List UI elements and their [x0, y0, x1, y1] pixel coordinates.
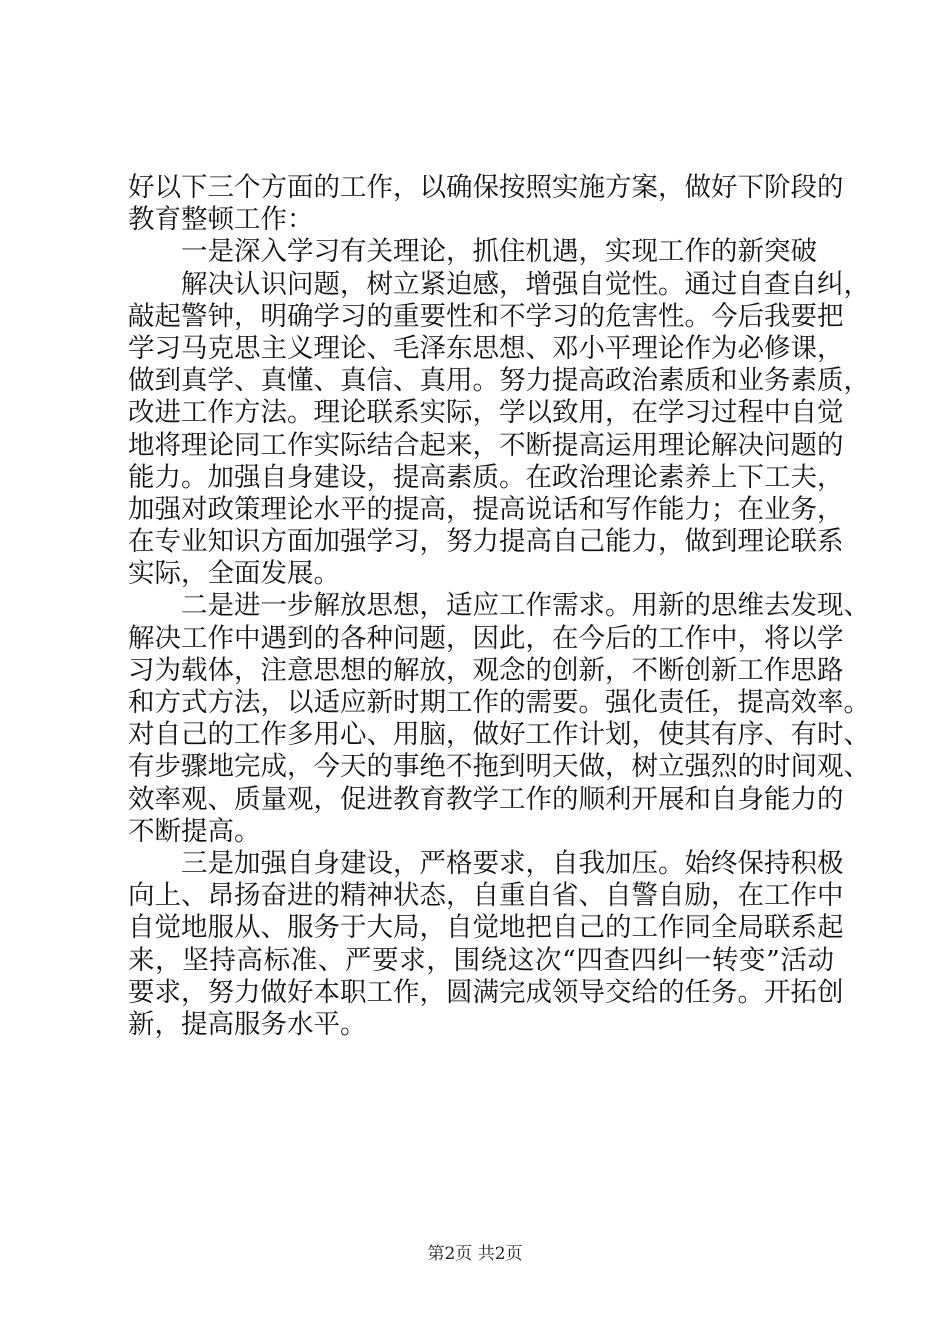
text-line: 在专业知识方面加强学习，努力提高自己能力，做到理论联系: [128, 526, 844, 558]
text-line: 改进工作方法。理论联系实际，学以致用，在学习过程中自觉: [128, 397, 844, 429]
text-line: 学习马克思主义理论、毛泽东思想、邓小平理论作为必修课，: [128, 332, 844, 364]
text-line: 二是进一步解放思想，适应工作需求。用新的思维去发现、: [181, 590, 870, 622]
heading-one: [128, 236, 834, 268]
document-body: [128, 172, 870, 1041]
text-line: 效率观、质量观，促进教育教学工作的顺利开展和自身能力的: [128, 783, 844, 815]
text-line: 做到真学、真懂、真信、真用。努力提高政治素质和业务素质，: [128, 365, 870, 397]
text-line: 加强对政策理论水平的提高，提高说话和写作能力；在业务，: [128, 493, 844, 525]
text-line: 地将理论同工作实际结合起来，不断提高运用理论解决问题的: [128, 429, 844, 461]
text-line: 解决认识问题，树立紧迫感，增强自觉性。通过自查自纠，: [181, 268, 870, 300]
paragraph-three: [128, 847, 844, 1041]
text-line: 好以下三个方面的工作，以确保按照实施方案，做好下阶段的: [128, 172, 844, 203]
text-line: 三是加强自身建设，严格要求，自我加压。始终保持积极: [181, 847, 844, 879]
text-line: 能力。加强自身建设，提高素质。在政治理论素养上下工夫，: [128, 461, 844, 493]
text-line: 要求，努力做好本职工作，圆满完成领导交给的任务。开拓创: [128, 976, 844, 1008]
paragraph-one: [128, 268, 870, 591]
paragraph-intro: [128, 172, 844, 236]
text-line: 教育整顿工作：: [128, 204, 314, 236]
page-number-footer: 第2页 共2页: [427, 1244, 523, 1264]
text-line: 对自己的工作多用心、用脑，做好工作计划，使其有序、有时、: [128, 719, 870, 751]
text-line: 来，坚持高标准、严要求，围绕这次“四查四纠一转变”活动: [128, 944, 834, 976]
text-line: 和方式方法，以适应新时期工作的需要。强化责任，提高效率。: [128, 687, 870, 718]
text-line: 敲起警钟，明确学习的重要性和不学习的危害性。今后我要把: [128, 300, 844, 332]
section-heading: 一是深入学习有关理论，抓住机遇，实现工作的新突破: [181, 236, 817, 268]
text-line: 新，提高服务水平。: [128, 1008, 367, 1040]
text-line: 不断提高。: [128, 815, 261, 847]
text-line: 习为载体，注意思想的解放，观念的创新，不断创新工作思路: [128, 654, 844, 686]
text-line: 解决工作中遇到的各种问题，因此，在今后的工作中，将以学: [128, 622, 844, 654]
text-line: 自觉地服从、服务于大局，自觉地把自己的工作同全局联系起: [128, 912, 844, 944]
text-line: 有步骤地完成，今天的事绝不拖到明天做，树立强烈的时间观、: [128, 751, 870, 783]
text-line: 实际，全面发展。: [128, 558, 340, 590]
text-line: 向上、昂扬奋进的精神状态，自重自省、自警自励，在工作中: [128, 880, 844, 912]
paragraph-two: [128, 590, 870, 848]
